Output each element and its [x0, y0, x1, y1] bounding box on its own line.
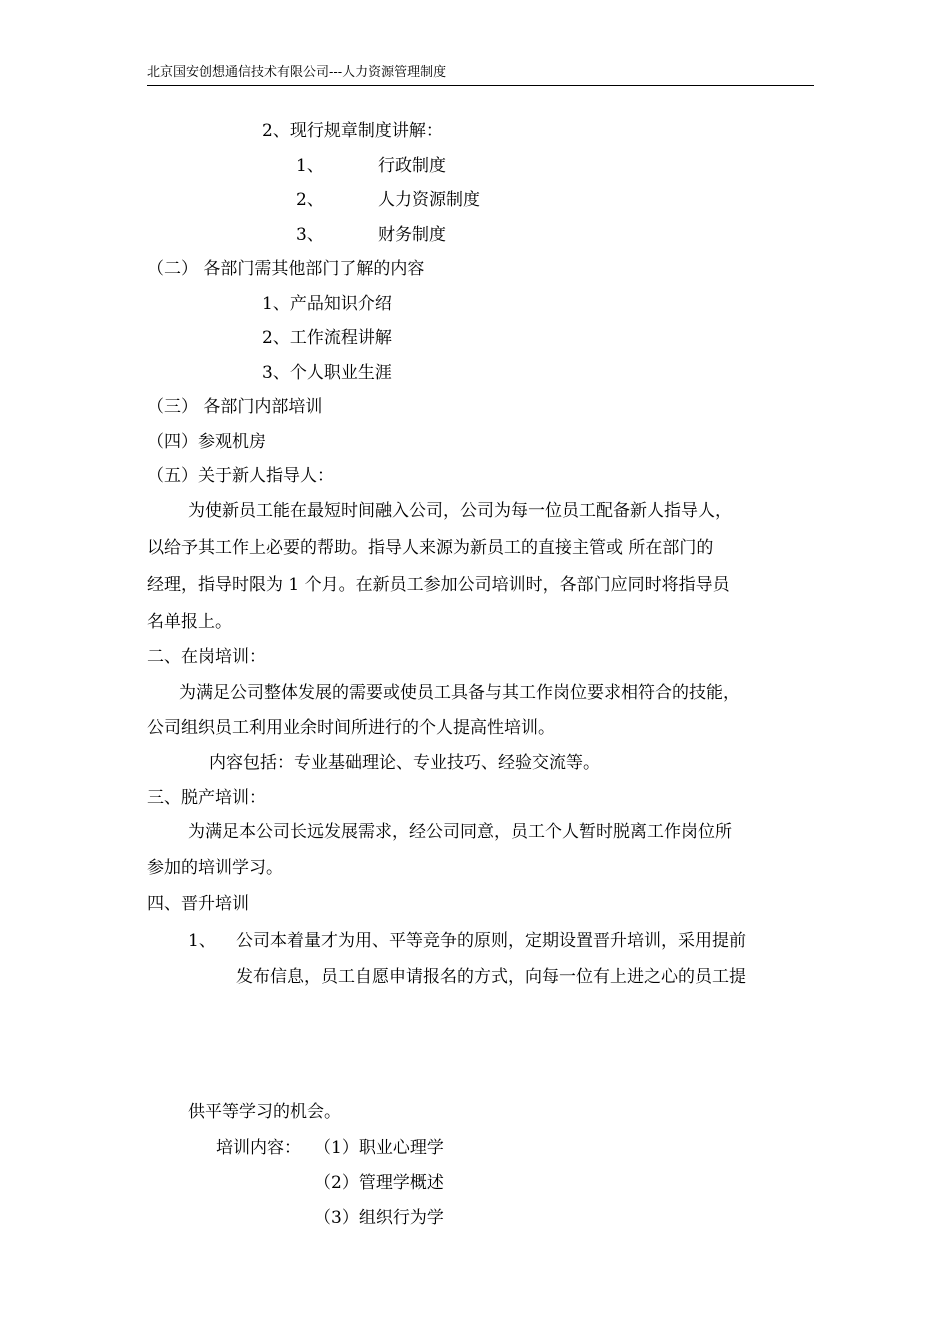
paragraph-line: 为满足公司整体发展的需要或使员工具备与其工作岗位要求相符合的技能，	[179, 683, 740, 703]
rule-item-number: 3、	[296, 225, 324, 245]
list-item: 1、产品知识介绍	[262, 294, 392, 314]
rule-item	[296, 223, 324, 247]
section-2-heading: 二、在岗培训：	[147, 647, 266, 667]
paragraph-line: 公司本着量才为用、平等竞争的原则，定期设置晋升培训，采用提前	[236, 931, 746, 951]
rule-item-label: 财务制度	[378, 225, 446, 245]
rule-item-number: 1、	[296, 156, 324, 176]
paragraph-line: 经理，指导时限为 1 个月。在新员工参加公司培训时，各部门应同时将指导员	[147, 575, 730, 595]
rule-item-label: 行政制度	[378, 156, 446, 176]
page-header: 北京国安创想通信技术有限公司---人力资源管理制度	[147, 65, 447, 80]
paragraph-line: 供平等学习的机会。	[188, 1102, 341, 1122]
paragraph-line: 为使新员工能在最短时间融入公司，公司为每一位员工配备新人指导人，	[188, 501, 732, 521]
paragraph-line: 以给予其工作上必要的帮助。指导人来源为新员工的直接主管或 所在部门的	[147, 538, 714, 558]
subsection-5-heading: （五）关于新人指导人：	[147, 466, 334, 486]
course-item: （3）组织行为学	[314, 1208, 444, 1228]
list-item: 3、个人职业生涯	[262, 363, 392, 383]
subsection-2-heading: （二） 各部门需其他部门了解的内容	[147, 259, 425, 279]
rule-item-label: 人力资源制度	[378, 190, 480, 210]
subsection-3-heading: （三） 各部门内部培训	[147, 397, 323, 417]
paragraph-line: 名单报上。	[147, 612, 232, 632]
rules-explanation-heading: 2、现行规章制度讲解：	[262, 121, 443, 141]
content-summary: 内容包括：专业基础理论、专业技巧、经验交流等。	[209, 753, 600, 773]
section-4-heading: 四、晋升培训	[147, 894, 249, 914]
paragraph-line: 发布信息，员工自愿申请报名的方式，向每一位有上进之心的员工提	[236, 967, 746, 987]
promotion-item-number: 1、	[188, 931, 216, 951]
paragraph-line: 公司组织员工利用业余时间所进行的个人提高性培训。	[147, 718, 555, 738]
rule-item-number: 2、	[296, 190, 324, 210]
rule-item	[296, 154, 324, 178]
training-content-label: 培训内容：	[216, 1138, 301, 1158]
list-item: 2、工作流程讲解	[262, 328, 392, 348]
section-3-heading: 三、脱产培训：	[147, 788, 266, 808]
course-item: （2）管理学概述	[314, 1173, 444, 1193]
rule-item	[296, 188, 324, 212]
subsection-4-heading: （四）参观机房	[147, 432, 266, 452]
course-item: （1）职业心理学	[314, 1138, 444, 1158]
paragraph-line: 参加的培训学习。	[147, 858, 283, 878]
header-rule	[147, 85, 814, 86]
paragraph-line: 为满足本公司长远发展需求，经公司同意，员工个人暂时脱离工作岗位所	[188, 822, 732, 842]
